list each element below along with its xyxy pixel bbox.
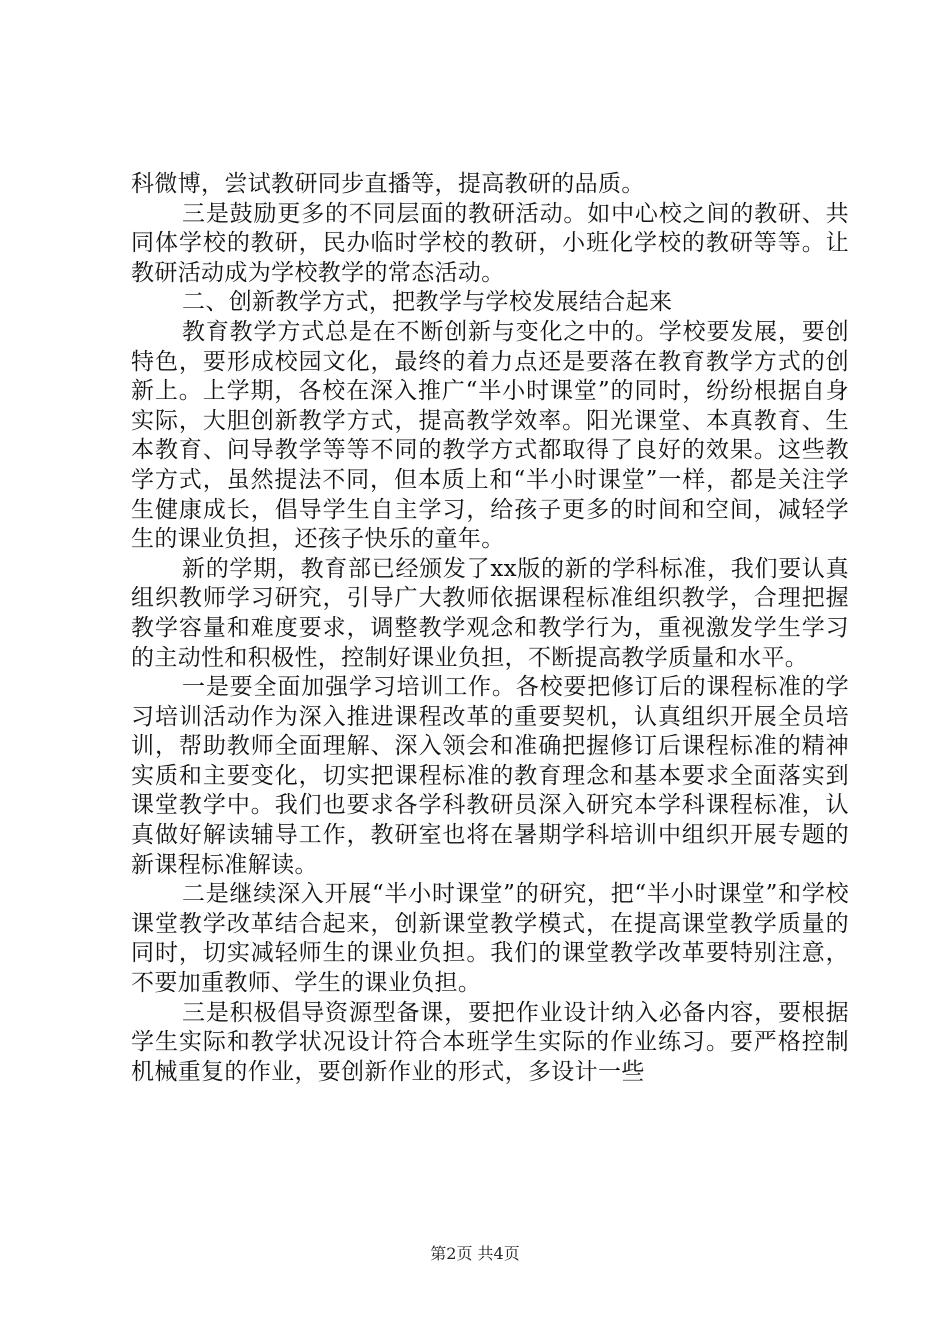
paragraph-1: 科微博，尝试教研同步直播等，提高教研的品质。 bbox=[131, 171, 645, 197]
page-footer bbox=[0, 1244, 950, 1264]
page-number-label: 第2页 共4页 bbox=[430, 1244, 520, 1263]
document-body bbox=[131, 170, 849, 1087]
paragraph-7: 二是继续深入开展“半小时课堂”的研究，把“半小时课堂”和学校课堂教学改革结合起来，创新课堂教学模式，在提高课堂教学质量的同时，切实减轻师生的课业负担。我们的课堂教学改革要特别注意，不要加重教师、学生的课业负担。 bbox=[131, 881, 849, 997]
paragraph-5: 新的学期，教育部已经颁发了xx版的新的学科标准，我们要认真组织教师学习研究，引导广大教师依据课程标准组织教学，合理把握教学容量和难度要求，调整教学观念和教学行为，重视激发学生学习的主动性和积极性，控制好课业负担，不断提高教学质量和水平。 bbox=[131, 555, 849, 671]
paragraph-4: 教育教学方式总是在不断创新与变化之中的。学校要发展，要创特色，要形成校园文化，最终的着力点还是要落在教育教学方式的创新上。上学期，各校在深入推广“半小时课堂”的同时，纷纷根据自身实际，大胆创新教学方式，提高教学效率。阳光课堂、本真教育、生本教育、问导教学等等不同的教学方式都取得了良好的效果。这些教学方式，虽然提法不同，但本质上和“半小时课堂”一样，都是关注学生健康成长，倡导学生自主学习，给孩子更多的时间和空间，减轻学生的课业负担，还孩子快乐的童年。 bbox=[131, 318, 849, 553]
paragraph-8: 三是积极倡导资源型备课，要把作业设计纳入必备内容，要根据学生实际和教学状况设计符合本班学生实际的作业练习。要严格控制机械重复的作业，要创新作业的形式，多设计一些 bbox=[131, 999, 849, 1085]
paragraph-2: 三是鼓励更多的不同层面的教研活动。如中心校之间的教研、共同体学校的教研，民办临时学校的教研，小班化学校的教研等等。让教研活动成为学校教学的常态活动。 bbox=[131, 200, 849, 286]
section-heading: 二、创新教学方式，把教学与学校发展结合起来 bbox=[182, 289, 673, 316]
paragraph-6: 一是要全面加强学习培训工作。各校要把修订后的课程标准的学习培训活动作为深入推进课程改革的重要契机，认真组织开展全员培训，帮助教师全面理解、深入领会和准确把握修订后课程标准的精神实质和主要变化，切实把课程标准的教育理念和基本要求全面落实到课堂教学中。我们也要求各学科教研员深入研究本学科课程标准，认真做好解读辅导工作，教研室也将在暑期学科培训中组织开展专题的新课程标准解读。 bbox=[131, 674, 849, 878]
